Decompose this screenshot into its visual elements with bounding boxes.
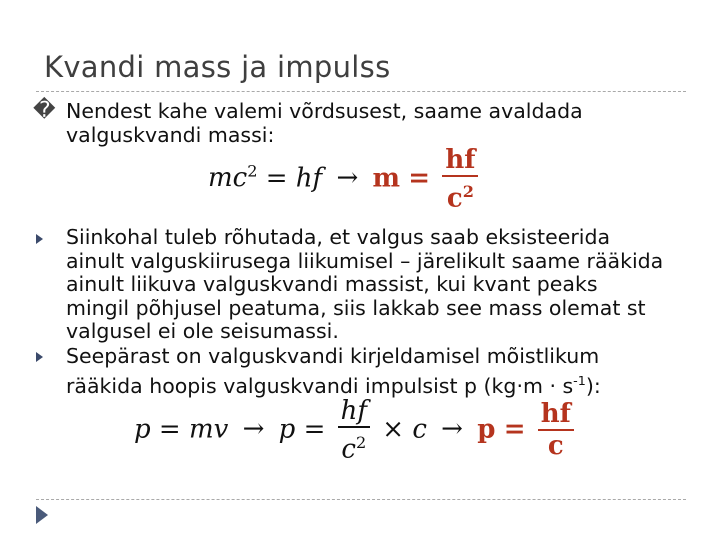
formula-momentum-eq: = <box>158 414 181 445</box>
formula-momentum-mv: mv <box>188 414 229 445</box>
times-sign: × <box>382 414 405 445</box>
bullet-1-text: Nendest kahe valemi võrdsusest, saame avaldada valguskvandi massi: <box>66 99 583 147</box>
formula-mass <box>208 145 482 214</box>
fraction-numerator: hf <box>538 399 574 431</box>
formula-mass-fraction <box>442 145 478 214</box>
formula-momentum-result-var: p <box>477 414 496 445</box>
arrow-icon: → <box>336 163 359 194</box>
triangle-bullet-icon <box>36 234 43 244</box>
formula-mass-result-var: m <box>372 163 401 194</box>
fraction-denominator: $c^2$ <box>341 433 367 465</box>
triangle-corner-icon <box>36 506 48 524</box>
formula-mass-rhs: hf <box>295 163 323 194</box>
fraction-numerator: hf <box>338 396 370 428</box>
fraction-numerator: hf <box>442 145 478 177</box>
formula-momentum-result-fraction <box>538 399 574 461</box>
formula-momentum-fraction <box>338 396 370 465</box>
formula-mass-result-eq: = <box>408 163 431 194</box>
formula-momentum <box>134 396 578 465</box>
slide-title: Kvandi mass ja impulss <box>44 50 391 84</box>
formula-momentum-p2: p <box>278 414 296 445</box>
formula-mass-lhs: $mc^2$ <box>208 161 258 194</box>
arrow-icon: → <box>441 414 463 445</box>
top-dashed-rule <box>36 91 686 92</box>
missing-glyph-icon: � <box>33 98 56 123</box>
bottom-dashed-rule <box>36 499 686 500</box>
arrow-icon: → <box>242 414 265 445</box>
bullet-2-text: Siinkohal tuleb rõhutada, et valgus saab eksisteerida ainult valguskiirusega liikumisel – järelikult saame rääkida ainult liikuva valguskvandi massist, kui kvant peaks mingil põhjusel peatuma, siis lakkab see mass olemat st valgusel ei ole seisumassi. <box>66 225 664 343</box>
formula-momentum-result-eq: = <box>503 414 526 445</box>
fraction-denominator: $c^2$ <box>446 182 474 214</box>
formula-momentum-p: p <box>134 414 151 445</box>
fraction-denominator: c <box>547 431 564 462</box>
bullet-3-text: Seepärast on valguskvandi kirjeldamisel mõistlikum rääkida hoopis valguskvandi impulsist p $(kg\cdot m \cdot s^{-1})$: <box>66 344 601 398</box>
triangle-bullet-icon <box>36 352 43 362</box>
formula-momentum-eq2: = <box>303 414 326 445</box>
formula-mass-eq: = <box>265 163 288 194</box>
formula-momentum-c: c <box>412 414 427 445</box>
